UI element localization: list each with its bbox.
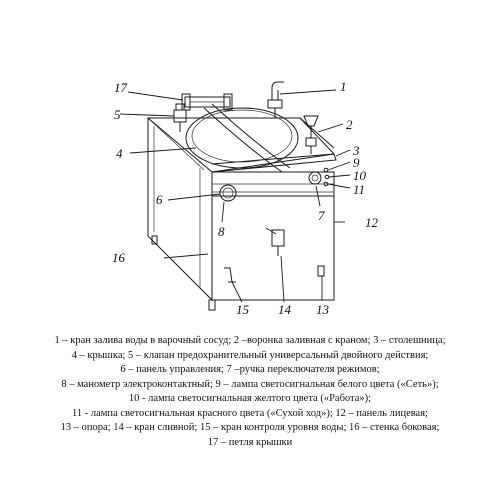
callout-9: 9 [353,155,360,170]
callout-16: 16 [112,250,125,265]
front-panel [212,172,334,300]
callout-8: 8 [218,224,225,239]
legend-line: 4 – крышка; 5 – клапан предохранительный универсальный двойного действия; [71,349,429,361]
callout-6: 6 [156,192,163,207]
callout-12: 12 [365,215,378,230]
lid [186,104,298,172]
legend-line: 10 - лампа светосигнальная желтого цвета («Работа»); [128,393,372,404]
callout-11: 11 [353,182,366,197]
legend-line: 1 – кран залива воды в варочный сосуд; 2 –воронка заливная с краном; 3 – столешница; [54,335,446,346]
callout-10: 10 [353,168,366,183]
legend-line: 6 – панель управления; 7 –ручка переключателя режимов; [120,364,380,375]
manometer [220,185,236,201]
drain-tap [266,228,284,256]
callout-7: 7 [318,208,325,223]
legend-line: 17 – петля крышки [207,436,293,448]
legend-line: 11 - лампа светосигнальная красного цвета («Сухой ход»); 12 – панель лицевая; [72,407,428,419]
water-tap [268,82,284,118]
signal-lamps [324,168,329,186]
parts-legend [10,334,490,450]
callout-14: 14 [278,302,291,317]
callout-4: 4 [116,146,123,161]
lid-hinge [182,94,232,110]
level-tap [224,268,236,282]
callout-15: 15 [236,302,249,317]
mode-switch-knob [309,172,321,184]
callout-1: 1 [340,79,347,94]
callout-5: 5 [114,107,121,122]
callout-17: 17 [114,80,127,95]
callout-3: 3 [353,143,360,158]
callout-2: 2 [346,117,353,132]
callout-13: 13 [316,302,329,317]
legend-line: 8 – манометр электроконтактный; 9 – лампа светосигнальная белого цвета («Сеть»); [61,378,439,390]
legs [152,236,324,310]
legend-line: 13 – опора; 14 – кран сливной; 15 – кран контроля уровня воды; 16 – стенка боковая; [60,422,440,433]
